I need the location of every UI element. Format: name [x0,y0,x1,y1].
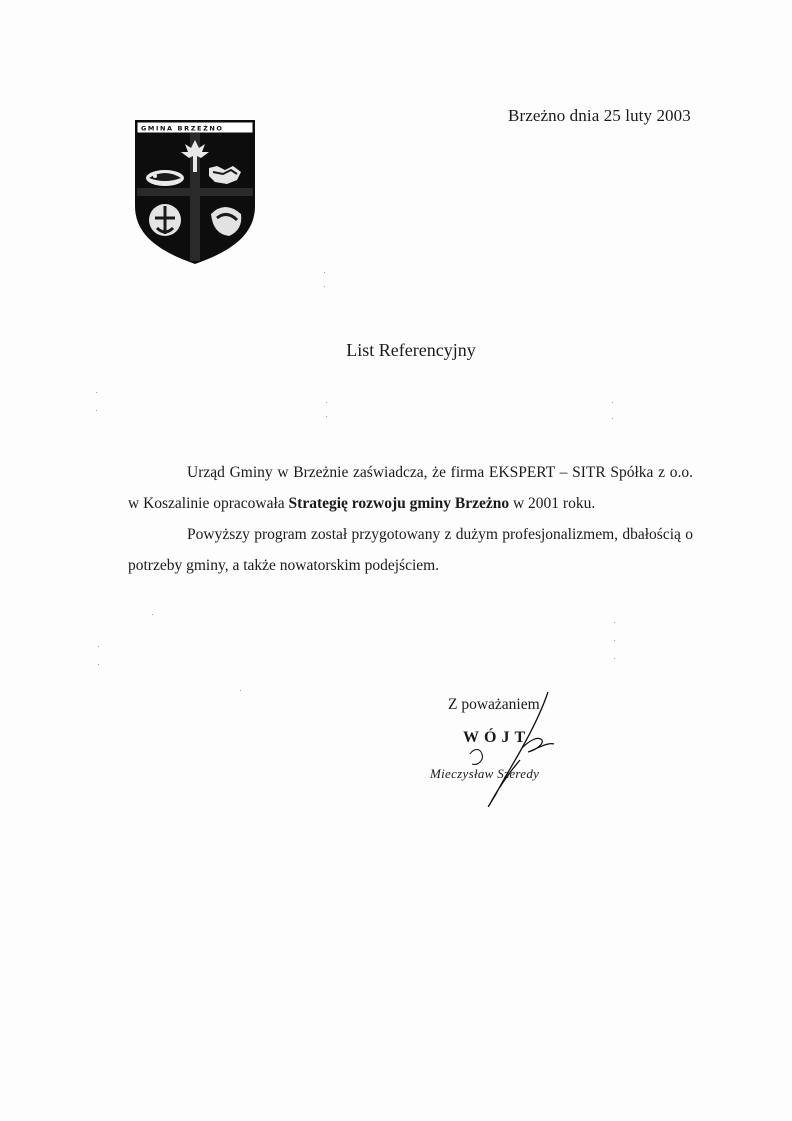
crest-text: GMINA BRZEŹNO [141,124,224,133]
stamp-title: WÓJT [463,729,531,746]
scan-speck [98,646,99,647]
body-paragraph: Powyższy program został przygotowany z dużym profesjonalizmem, dbałością o potrzeby gminy, a także nowatorskim podejściem. [128,526,693,574]
scan-speck [324,272,325,273]
scan-speck [614,622,615,623]
scan-speck [96,410,97,411]
scan-speck [326,402,327,403]
scan-speck [326,416,327,417]
gmina-crest-logo [133,118,257,266]
closing-salutation: Z poważaniem [448,696,540,713]
scan-speck [614,640,615,641]
scan-speck [612,402,613,403]
scan-speck [324,286,325,287]
letter-date: Brzeżno dnia 25 luty 2003 [508,106,691,125]
body-text-run: Urząd Gminy w Brzeżnie zaświadcza, że firma EKSPERT – SITR Spółka z o.o. w Koszalinie opracowała [128,464,693,512]
signature-block [430,690,630,810]
scan-speck [96,392,97,393]
letter-body [128,457,693,581]
scan-speck [98,664,99,665]
scan-speck [152,614,153,615]
handwritten-signature [430,690,630,810]
strategy-title: Strategię rozwoju gminy Brzeżno [288,495,510,512]
stamp-name: Mieczysław Szeredy [430,766,540,781]
scan-speck [614,658,615,659]
scan-speck [612,418,613,419]
letter-title: List Referencyjny [346,340,476,360]
body-text-run: w 2001 roku. [509,495,596,512]
body-paragraph [128,457,693,519]
scan-speck [240,690,241,691]
